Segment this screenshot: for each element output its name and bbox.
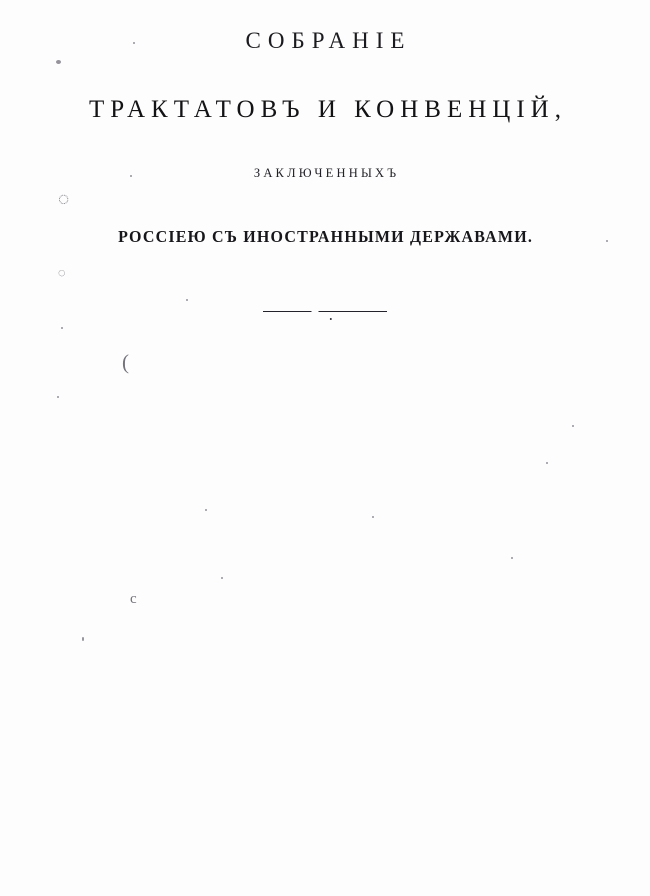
scan-speck: [221, 577, 223, 579]
scan-speck: [572, 425, 574, 427]
scan-speck: [57, 396, 59, 398]
scan-speck: [56, 60, 61, 64]
scan-mark: ◌: [56, 264, 67, 281]
title-line-4: РОССIЕЮ СЪ ИНОСТРАННЫМИ ДЕРЖАВАМИ.: [118, 228, 534, 247]
scan-speck: [546, 462, 548, 464]
ornament-rule-gap: [312, 309, 319, 314]
ornament-rule: [0, 300, 650, 324]
ornament-rule-dot: [330, 318, 332, 320]
scan-speck: [130, 175, 132, 177]
scan-mark: ◌: [55, 188, 72, 211]
scan-speck: [205, 509, 207, 511]
scan-speck: [372, 516, 374, 518]
ornament-rule-line: [263, 311, 387, 312]
scan-mark: (: [122, 350, 129, 374]
title-line-3: ЗАКЛЮЧЕННЫХЪ: [253, 166, 400, 180]
title-line-1: СОБРАНIЕ: [245, 28, 412, 53]
scan-speck: [61, 327, 63, 329]
title-line-2: ТРАКТАТОВЪ И КОНВЕНЦIЙ,: [89, 96, 567, 123]
scan-speck: [511, 557, 513, 559]
scan-speck: [82, 637, 84, 641]
scan-mark: c: [130, 591, 137, 607]
